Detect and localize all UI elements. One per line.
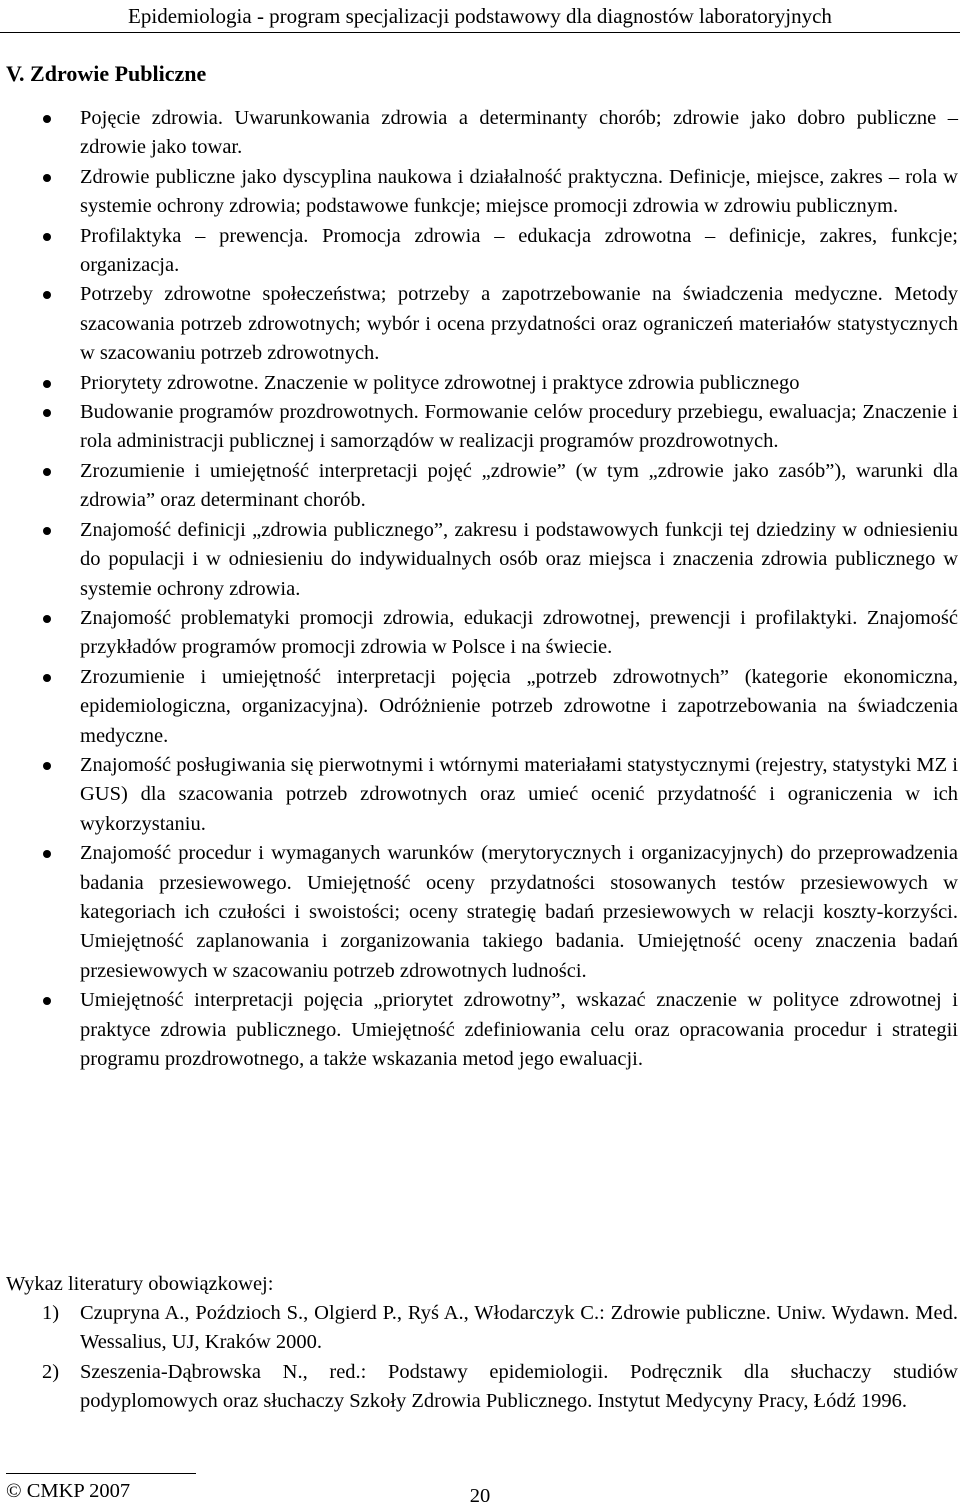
list-item xyxy=(0,839,960,986)
bullet-icon xyxy=(43,409,51,417)
list-item-text: Umiejętność interpretacji pojęcia „priorytet zdrowotny”, wskazać znaczenie w polityce zdrowotnej i praktyce zdrowia publicznego. Umiejętność zdefiniowania celu oraz opracowania procedur i strategii programu prozdrowotnego, a także wskazania metod jego ewaluacji. xyxy=(80,989,958,1070)
bullet-icon xyxy=(43,174,51,182)
list-item-text: Znajomość definicji „zdrowia publicznego”, zakresu i podstawowych funkcji tej dziedziny w odniesieniu do populacji i w odniesieniu do indywidualnych osób oraz miejsca i znaczenia zdrowia publicznego w systemie ochrony zdrowia. xyxy=(80,518,958,600)
bullet-icon xyxy=(43,527,51,535)
footer-divider xyxy=(6,1473,196,1474)
list-item-text: Profilaktyka – prewencja. Promocja zdrowia – edukacja zdrowotna – definicje, zakres, funkcje; organizacja. xyxy=(80,224,958,277)
literature-item xyxy=(0,1358,960,1417)
bullet-icon xyxy=(43,468,51,476)
topic-list xyxy=(0,104,960,1074)
literature-list xyxy=(0,1299,960,1417)
bullet-icon xyxy=(43,615,51,623)
list-item xyxy=(0,222,960,281)
list-item-text: Priorytety zdrowotne. Znaczenie w polityce zdrowotnej i praktyce zdrowia publicznego xyxy=(80,371,800,394)
list-item-text: Pojęcie zdrowia. Uwarunkowania zdrowia a determinanty chorób; zdrowie jako dobro publiczne – zdrowie jako towar. xyxy=(80,107,958,159)
list-item xyxy=(0,516,960,604)
list-item xyxy=(0,163,960,222)
bullet-icon xyxy=(43,233,51,241)
list-item xyxy=(0,604,960,663)
section-title: V. Zdrowie Publiczne xyxy=(6,61,207,86)
list-item-text: Budowanie programów prozdrowotnych. Formowanie celów procedury przebiegu, ewaluacja; Znaczenie i rola administracji publicznej i samorządów w realizacji programów prozdrowotnych. xyxy=(80,401,958,453)
literature-item-text: Czupryna A., Poździoch S., Olgierd P., Ryś A., Włodarczyk C.: Zdrowie publiczne. Uniw. Wydawn. Med. Wessalius, UJ, Kraków 2000. xyxy=(80,1302,958,1354)
bullet-icon xyxy=(43,997,51,1005)
list-item-text: Potrzeby zdrowotne społeczeństwa; potrzeby a zapotrzebowanie na świadczenia medyczne. Metody szacowania potrzeb zdrowotnych; wybór i ocena przydatności oraz ograniczeń materiałów statystycznych w szacowaniu potrzeb zdrowotnych. xyxy=(80,283,958,365)
bullet-icon xyxy=(43,762,51,770)
bullet-icon xyxy=(43,380,51,388)
bullet-icon xyxy=(43,674,51,682)
bullet-icon xyxy=(43,291,51,299)
list-item xyxy=(0,457,960,516)
list-item xyxy=(0,369,960,398)
list-item xyxy=(0,663,960,751)
bullet-icon xyxy=(43,850,51,858)
literature-item-number: 1) xyxy=(42,1302,60,1324)
bullet-icon xyxy=(43,115,51,123)
literature-heading: Wykaz literatury obowiązkowej: xyxy=(6,1273,274,1295)
list-item-text: Znajomość posługiwania się pierwotnymi i wtórnymi materiałami statystycznymi (rejestry, statystyki MZ i GUS) dla szacowania potrzeb zdrowotnych oraz umieć ocenić przydatność i ograniczenia w ich wykorzystaniu. xyxy=(80,753,958,835)
running-header: Epidemiologia - program specjalizacji podstawowy dla diagnostów laboratoryjnych xyxy=(0,3,960,33)
page-number: 20 xyxy=(469,1485,491,1507)
list-item xyxy=(0,751,960,839)
list-item-text: Znajomość procedur i wymaganych warunków (merytorycznych i organizacyjnych) do przeprowadzenia badania przesiewowego. Umiejętność oceny przydatności stosowanych testów przesiewowych w kategoriach ich czułości i swoistości; oceny strategię badań przesiewowych w relacji koszty-korzyści. Umiejętność zaplanowania i zorganizowania takiego badania. Umiejętność oceny znaczenia badań przesiewowych w szacowaniu potrzeb zdrowotnych ludności. xyxy=(80,842,958,982)
literature-item-text: Szeszenia-Dąbrowska N., red.: Podstawy epidemiologii. Podręcznik dla słuchaczy studiów podyplomowych oraz słuchaczy Szkoły Zdrowia Publicznego. Instytut Medycyny Pracy, Łódź 1996. xyxy=(80,1360,958,1413)
list-item-text: Zrozumienie i umiejętność interpretacji pojęcia „potrzeb zdrowotnych” (kategorie ekonomiczna, epidemiologiczna, organizacyjna). Odróżnienie potrzeb zdrowotne i zapotrzebowania na świadczenia medyczne. xyxy=(80,665,958,747)
footer-copyright: © CMKP 2007 xyxy=(6,1480,131,1502)
list-item xyxy=(0,986,960,1074)
literature-item-number: 2) xyxy=(42,1360,60,1383)
literature-item xyxy=(0,1299,960,1358)
list-item xyxy=(0,398,960,457)
list-item-text: Zdrowie publiczne jako dyscyplina naukowa i działalność praktyczna. Definicje, miejsce, zakres – rola w systemie ochrony zdrowia; podstawowe funkcje; miejsce promocji zdrowia w zdrowiu publicznym. xyxy=(80,165,958,218)
list-item xyxy=(0,104,960,163)
list-item-text: Znajomość problematyki promocji zdrowia, edukacji zdrowotnej, prewencji i profilaktyki. Znajomość przykładów programów promocji zdrowia w Polsce i na świecie. xyxy=(80,606,958,659)
list-item-text: Zrozumienie i umiejętność interpretacji pojęć „zdrowie” (w tym „zdrowie jako zasób”), warunki dla zdrowia” oraz determinant chorób. xyxy=(80,459,958,512)
list-item xyxy=(0,280,960,368)
